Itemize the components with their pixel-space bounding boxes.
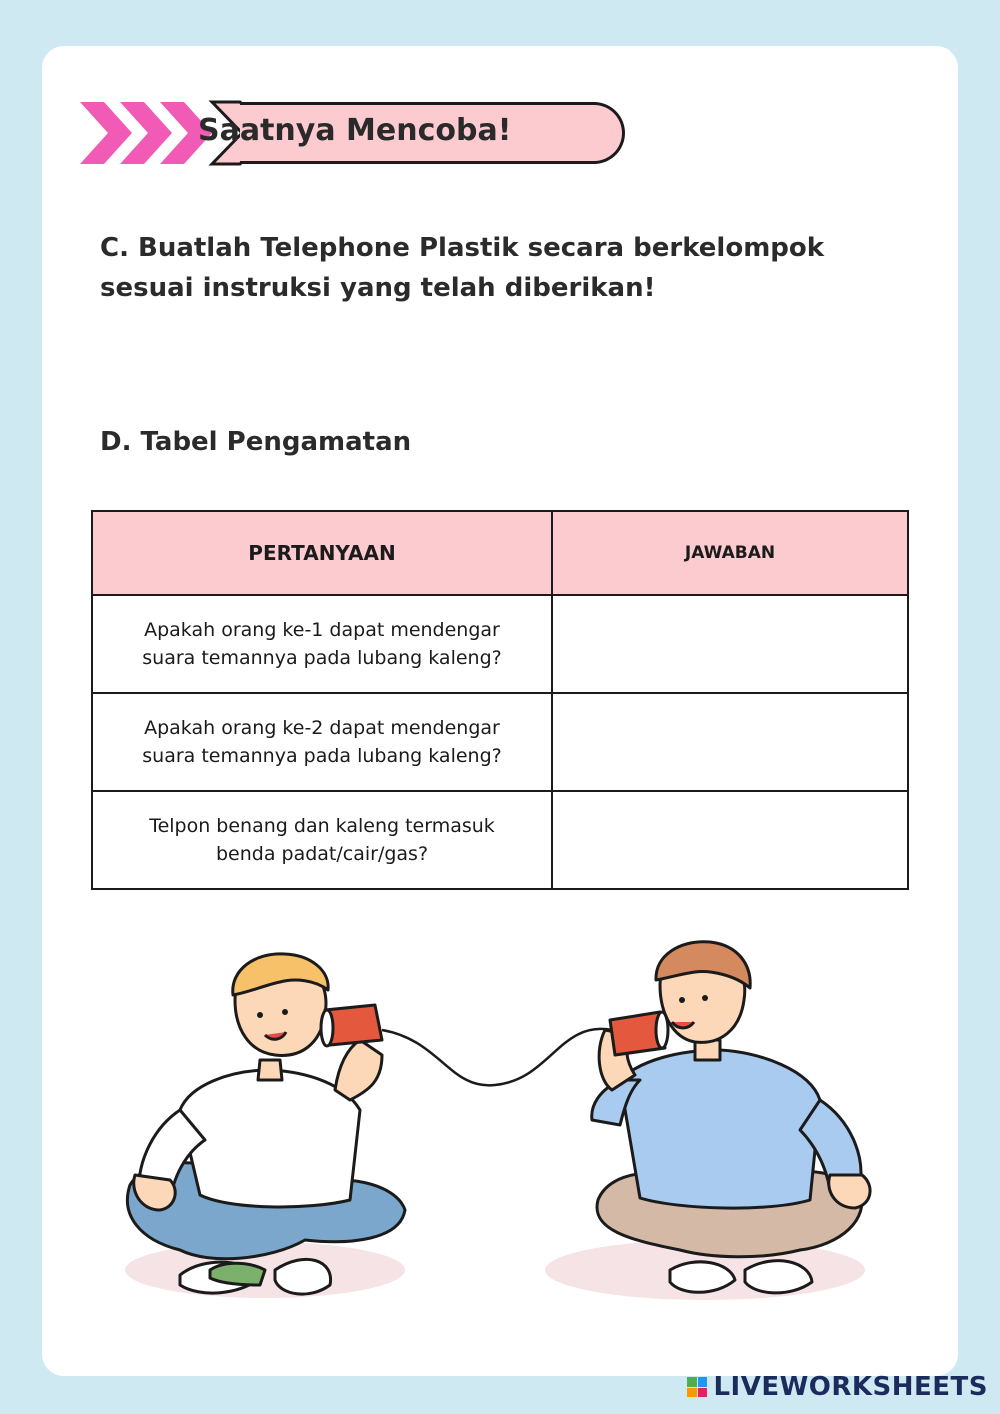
question-line: benda padat/cair/gas? (215, 843, 429, 865)
instruction-line-1: C. Buatlah Telephone Plastik secara berkelompok (100, 233, 825, 263)
banner-title: Saatnya Mencoba! (198, 113, 512, 148)
observation-table (91, 510, 909, 890)
liveworksheets-logo-icon (687, 1377, 707, 1397)
brand-name: LIVEWORKSHEETS (713, 1372, 988, 1402)
header-pertanyaan: PERTANYAAN (92, 511, 552, 595)
table-header-row (92, 511, 908, 595)
tin-can-telephone-illustration (120, 940, 880, 1320)
table-row (92, 791, 908, 889)
question-line: suara temannya pada lubang kaleng? (142, 647, 502, 669)
table-row (92, 595, 908, 693)
question-line: Apakah orang ke-2 dapat mendengar (144, 717, 500, 739)
person-left (127, 954, 405, 1294)
question-line: Telpon benang dan kaleng termasuk (149, 815, 495, 837)
question-line: suara temannya pada lubang kaleng? (142, 745, 502, 767)
question-cell (92, 791, 552, 889)
answer-cell[interactable] (552, 595, 908, 693)
table-row (92, 693, 908, 791)
question-line: Apakah orang ke-1 dapat mendengar (144, 619, 500, 641)
question-cell (92, 595, 552, 693)
question-cell (92, 693, 552, 791)
liveworksheets-brand (687, 1372, 988, 1402)
table-section-title: D. Tabel Pengamatan (100, 427, 412, 457)
instruction-line-2: sesuai instruksi yang telah diberikan! (100, 273, 656, 303)
header-jawaban: JAWABAN (552, 511, 908, 595)
answer-cell[interactable] (552, 693, 908, 791)
string (382, 1029, 612, 1085)
person-right (592, 942, 870, 1293)
answer-cell[interactable] (552, 791, 908, 889)
